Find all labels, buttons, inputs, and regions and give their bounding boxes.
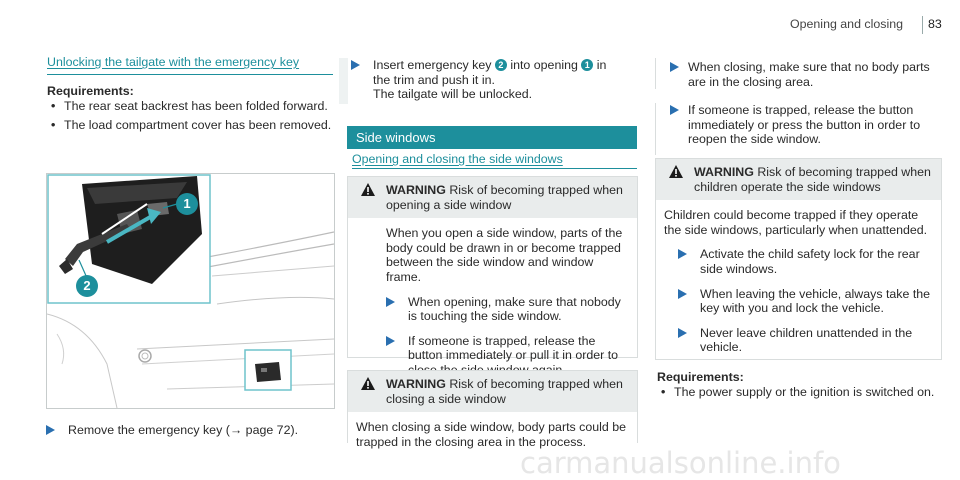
step-arrow-icon bbox=[386, 297, 395, 307]
warning-body bbox=[348, 218, 637, 395]
list-item: • The load compartment cover has been removed. bbox=[47, 118, 333, 133]
warning-box-closing bbox=[347, 370, 638, 449]
steps-panel bbox=[655, 58, 940, 155]
step-text: When opening, make sure that nobody is touching the side window. bbox=[408, 294, 621, 324]
step-arrow-icon bbox=[46, 425, 55, 435]
section-title-tailgate[interactable]: Unlocking the tailgate with the emergency key bbox=[47, 55, 300, 69]
list-item bbox=[678, 287, 933, 316]
step-arrow-icon bbox=[678, 249, 687, 259]
chapter-title: Opening and closing bbox=[790, 17, 903, 31]
list-item: • The rear seat backrest has been folded forward. bbox=[47, 99, 333, 114]
list-item bbox=[386, 295, 629, 324]
requirements-list-windows bbox=[657, 385, 940, 400]
warning-label: WARNING bbox=[386, 377, 446, 391]
step-remove-key bbox=[46, 423, 355, 438]
callout-1: 1 bbox=[176, 193, 198, 215]
list-item bbox=[678, 247, 933, 276]
step-text: Insert emergency key bbox=[373, 58, 495, 72]
tailgate-figure bbox=[46, 173, 335, 409]
header-divider bbox=[922, 16, 923, 34]
list-item bbox=[678, 326, 933, 355]
badge-1: 1 bbox=[581, 59, 593, 71]
warning-triangle-icon bbox=[361, 183, 375, 196]
warning-text: Children could become trapped if they operate the side windows, particularly when unattended. bbox=[664, 208, 928, 237]
list-item bbox=[655, 58, 940, 89]
step-insert-key bbox=[351, 58, 659, 102]
watermark: carmanualsonline.info bbox=[520, 446, 841, 480]
subsection-title-side-windows[interactable]: Opening and closing the side windows bbox=[352, 152, 563, 166]
step-text: the trim and push it in. bbox=[373, 72, 495, 87]
step-arrow-icon bbox=[351, 60, 360, 70]
side-windows-banner: Side windows bbox=[347, 126, 637, 149]
step-text: Activate the child safety lock for the rear side windows. bbox=[700, 247, 920, 276]
step-arrow-icon bbox=[670, 105, 679, 115]
step-side-bar bbox=[339, 58, 348, 104]
step-text: If someone is trapped, release the button immediately or pull it in order to bbox=[408, 333, 619, 363]
step-text: in bbox=[593, 58, 607, 72]
list-item: • The power supply or the ignition is switched on. bbox=[657, 385, 940, 400]
warning-headline: Risk of becoming trapped when closing a side window bbox=[386, 377, 623, 406]
step-arrow-icon bbox=[678, 328, 687, 338]
warning-triangle-icon bbox=[669, 165, 683, 178]
warning-triangle-icon bbox=[361, 377, 375, 390]
cross-reference-arrow-icon: → bbox=[229, 423, 243, 437]
step-text: If someone is trapped, release the button immediately or press the button in order to reopen the side window. bbox=[688, 103, 921, 147]
warning-text: When closing a side window, body parts could be trapped in the closing area in the process. bbox=[356, 420, 626, 449]
step-text: When leaving the vehicle, always take the key with you and lock the vehicle. bbox=[700, 286, 931, 316]
step-arrow-icon bbox=[670, 62, 679, 72]
warning-body bbox=[656, 200, 941, 363]
warning-label: WARNING bbox=[694, 165, 754, 179]
step-arrow-icon bbox=[386, 336, 395, 346]
badge-2: 2 bbox=[495, 59, 507, 71]
subsection-rule bbox=[352, 168, 637, 169]
step-text: Remove the emergency key ( bbox=[68, 423, 230, 437]
warning-text: When you open a side window, parts of the body could be drawn in or become trapped between the side window and window frame. bbox=[386, 226, 623, 284]
cross-reference-link[interactable]: page 72). bbox=[242, 423, 299, 437]
step-arrow-icon bbox=[678, 289, 687, 299]
warning-box-opening bbox=[347, 176, 638, 363]
callout-2: 2 bbox=[76, 275, 98, 297]
warning-header bbox=[656, 159, 941, 200]
section-rule bbox=[47, 74, 333, 75]
warning-headline: Risk of becoming trapped when opening a side window bbox=[386, 183, 623, 212]
page-number: 83 bbox=[928, 17, 942, 31]
step-text: When closing, make sure that no body parts are in the closing area. bbox=[688, 60, 930, 89]
warning-headline: Risk of becoming trapped when children operate the side windows bbox=[694, 165, 931, 194]
warning-header bbox=[348, 177, 637, 218]
warning-box-children bbox=[655, 158, 942, 360]
step-text: into opening bbox=[506, 58, 582, 72]
list-item bbox=[655, 103, 940, 155]
step-text: The tailgate will be unlocked. bbox=[373, 87, 533, 102]
requirements-title: Requirements: bbox=[47, 84, 134, 98]
warning-header bbox=[348, 371, 637, 412]
requirements-list bbox=[47, 99, 333, 132]
step-text: Never leave children unattended in the vehicle. bbox=[700, 325, 913, 355]
warning-label: WARNING bbox=[386, 183, 446, 197]
requirements-title-windows: Requirements: bbox=[657, 370, 744, 384]
